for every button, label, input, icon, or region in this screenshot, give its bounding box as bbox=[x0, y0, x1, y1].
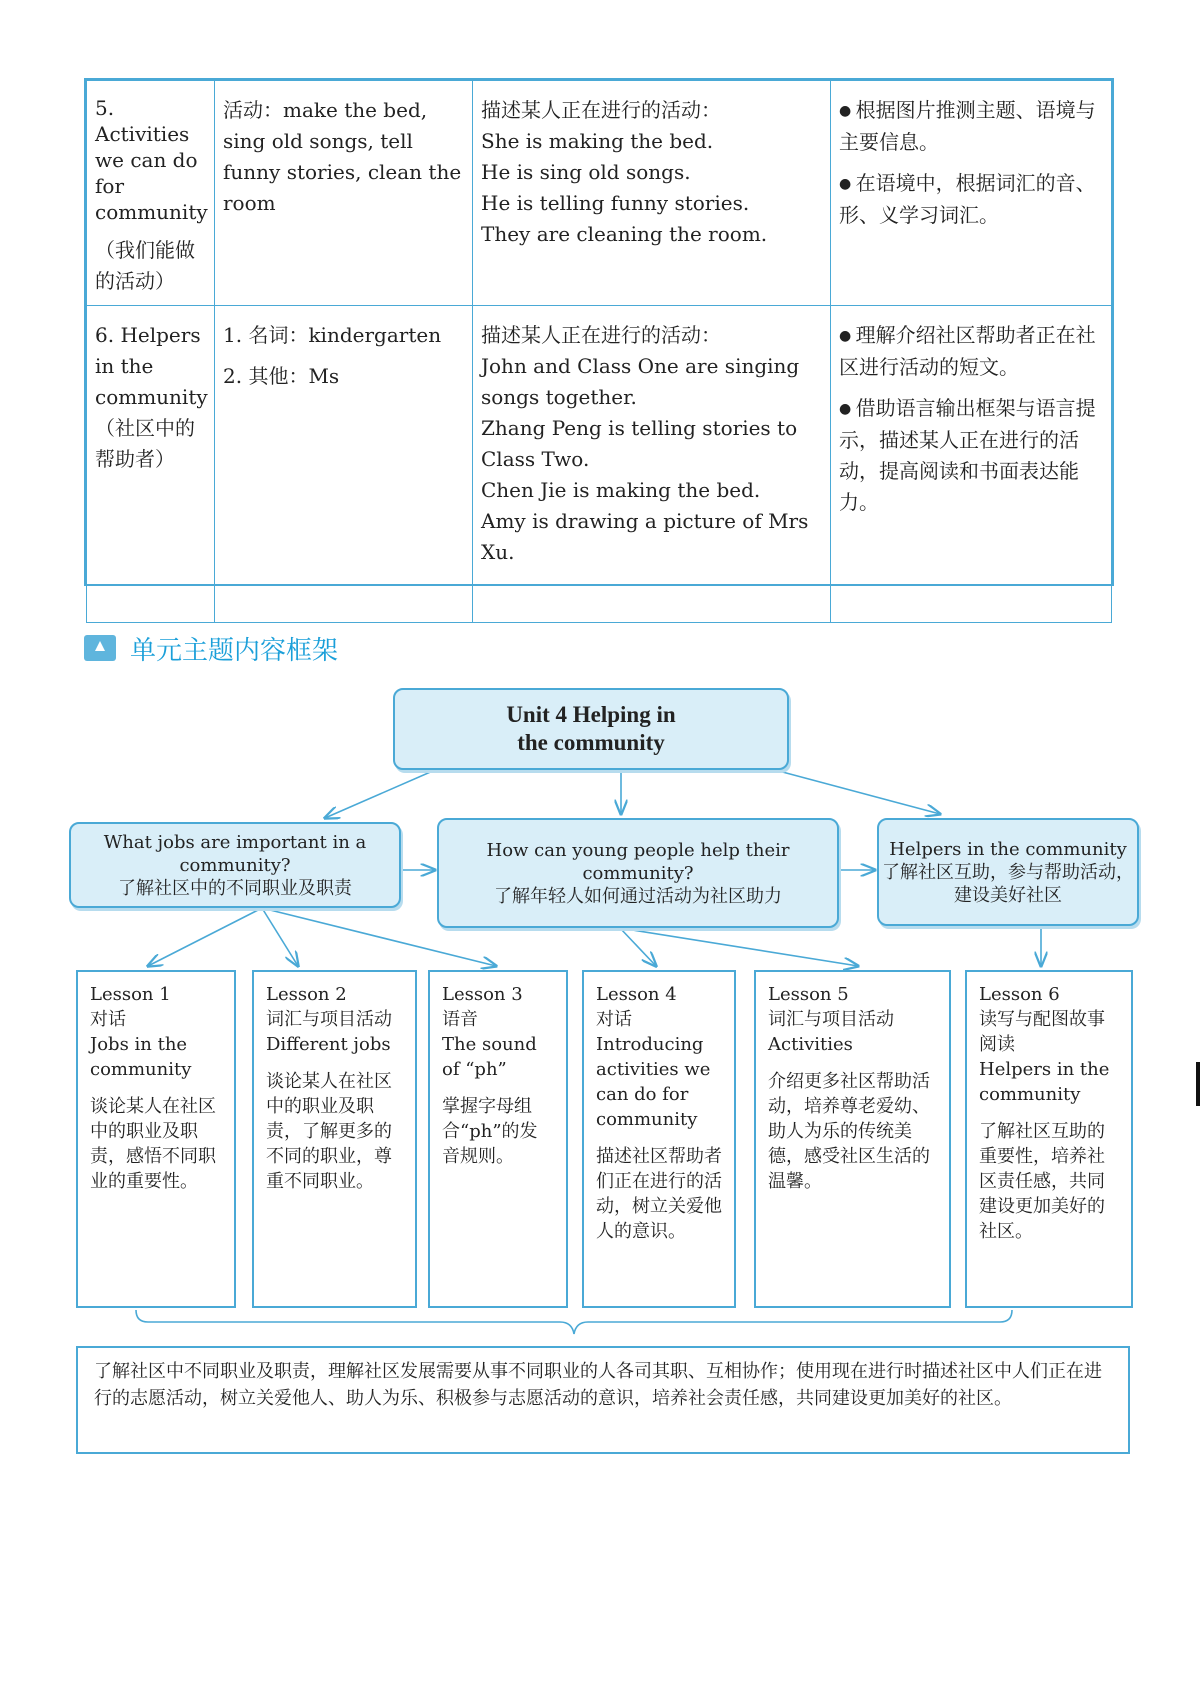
goal-item: ● 在语境中，根据词汇的音、形、义学习词汇。 bbox=[839, 168, 1103, 231]
sentence: Amy is drawing a picture of Mrs Xu. bbox=[481, 509, 809, 564]
topic-question: Helpers in the community bbox=[889, 838, 1127, 860]
connector-line bbox=[262, 908, 298, 966]
topic-goal: 了解社区互助，参与帮助活动，建设美好社区 bbox=[882, 861, 1134, 906]
lesson-type: 语音 bbox=[442, 1009, 478, 1030]
lesson-title: Jobs in the community bbox=[90, 1034, 192, 1080]
topic-box bbox=[877, 818, 1139, 926]
lesson-description: 了解社区互助的重要性，培养社区责任感，共同建设更加美好的社区。 bbox=[979, 1121, 1105, 1242]
sentence: She is making the bed. bbox=[481, 129, 714, 153]
lesson-number: Lesson 2 bbox=[266, 984, 347, 1005]
sentence: Chen Jie is making the bed. bbox=[481, 478, 761, 502]
topic-goal: 了解年轻人如何通过活动为社区助力 bbox=[494, 885, 782, 907]
vocab-item: 2. 其他：Ms bbox=[223, 364, 340, 388]
connector-line bbox=[620, 928, 656, 966]
vocab-item: 1. 名词：kindergarten bbox=[223, 323, 442, 347]
vocab-item: 活动：make the bed, sing old songs, tell funny stories, clean the room bbox=[223, 98, 462, 215]
summary-text: 了解社区中不同职业及职责，理解社区发展需要从事不同职业的人各司其职、互相协作；使用现在进行时描述社区中人们正在进行的志愿活动，树立关爱他人、助人为乐、积极参与志愿活动的意识，培养社会责任感，共同建设更加美好的社区。 bbox=[94, 1361, 1102, 1409]
topic-goal: 了解社区中的不同职业及职责 bbox=[118, 877, 352, 899]
lesson-type: 对话 bbox=[596, 1009, 632, 1030]
topic-question: What jobs are important in a community? bbox=[103, 831, 367, 876]
lesson-title: Helpers in the community bbox=[979, 1059, 1110, 1105]
lesson-description: 描述社区帮助者们正在进行的活动，树立关爱他人的意识。 bbox=[596, 1146, 722, 1242]
lesson-number: Lesson 6 bbox=[979, 984, 1060, 1005]
lesson-type: 读写与配图故事阅读 bbox=[979, 1009, 1105, 1055]
goal-item: ● 理解介绍社区帮助者正在社区进行活动的短文。 bbox=[839, 320, 1103, 383]
lesson-description: 介绍更多社区帮助活动，培养尊老爱幼、助人为乐的传统美德，感受社区生活的温馨。 bbox=[768, 1071, 930, 1192]
lesson-box bbox=[754, 970, 951, 1308]
lesson-description: 掌握字母组合“ph”的发音规则。 bbox=[442, 1096, 538, 1167]
unit-title-box bbox=[393, 688, 789, 770]
unit-title-line: the community bbox=[517, 730, 665, 755]
sentence: They are cleaning the room. bbox=[481, 222, 768, 246]
page-edge-mark bbox=[1196, 1062, 1200, 1106]
goal-item: ● 借助语言输出框架与语言提示，描述某人正在进行的活动，提高阅读和书面表达能力。 bbox=[839, 393, 1103, 518]
lesson-number: Lesson 5 bbox=[768, 984, 849, 1005]
summary-brace bbox=[136, 1310, 1012, 1334]
sentence: John and Class One are singing songs together. bbox=[481, 354, 800, 409]
unit-summary bbox=[76, 1346, 1130, 1454]
lesson-description: 谈论某人在社区中的职业及职责，了解更多的不同的职业，尊重不同职业。 bbox=[266, 1071, 392, 1192]
lesson-description: 谈论某人在社区中的职业及职责，感悟不同职业的重要性。 bbox=[90, 1096, 216, 1192]
connector-line bbox=[148, 908, 262, 966]
connector-line bbox=[325, 770, 435, 818]
topic-question: How can young people help their community? bbox=[486, 839, 790, 884]
lesson-title: Introducing activities we can do for community bbox=[596, 1034, 711, 1130]
lesson-box bbox=[428, 970, 568, 1308]
topic-en: 6. Helpers in the community bbox=[95, 323, 208, 409]
topic-box bbox=[437, 818, 839, 928]
lesson-box bbox=[76, 970, 236, 1308]
section-title: 单元主题内容框架 bbox=[130, 635, 339, 666]
sentences-title: 描述某人正在进行的活动： bbox=[481, 98, 721, 122]
lesson-number: Lesson 4 bbox=[596, 984, 677, 1005]
lesson-box bbox=[252, 970, 417, 1308]
lesson-title: The sound of “ph” bbox=[442, 1034, 537, 1080]
lesson-type: 词汇与项目活动 bbox=[266, 1009, 392, 1030]
sentence: Zhang Peng is telling stories to Class Two. bbox=[481, 416, 798, 471]
lesson-number: Lesson 1 bbox=[90, 984, 171, 1005]
connector-line bbox=[775, 770, 940, 814]
lesson-type: 对话 bbox=[90, 1009, 126, 1030]
sentences-title: 描述某人正在进行的活动： bbox=[481, 323, 721, 347]
sentence: He is sing old songs. bbox=[481, 160, 691, 184]
topic-en: 5. Activities we can do for community bbox=[95, 96, 208, 224]
lesson-box bbox=[582, 970, 736, 1308]
unit-title-line: Unit 4 Helping in bbox=[506, 702, 676, 727]
sentence: He is telling funny stories. bbox=[481, 191, 750, 215]
goal-item: ● 根据图片推测主题、语境与主要信息。 bbox=[839, 95, 1103, 158]
lesson-box bbox=[965, 970, 1133, 1308]
topic-box bbox=[69, 822, 401, 908]
topic-cn: （社区中的帮助者） bbox=[95, 416, 195, 471]
lesson-title: Different jobs bbox=[266, 1034, 391, 1055]
lesson-type: 词汇与项目活动 bbox=[768, 1009, 894, 1030]
connector-line bbox=[620, 928, 858, 966]
lesson-number: Lesson 3 bbox=[442, 984, 523, 1005]
topic-cn: （我们能做的活动） bbox=[95, 238, 195, 293]
lesson-title: Activities bbox=[768, 1034, 853, 1055]
